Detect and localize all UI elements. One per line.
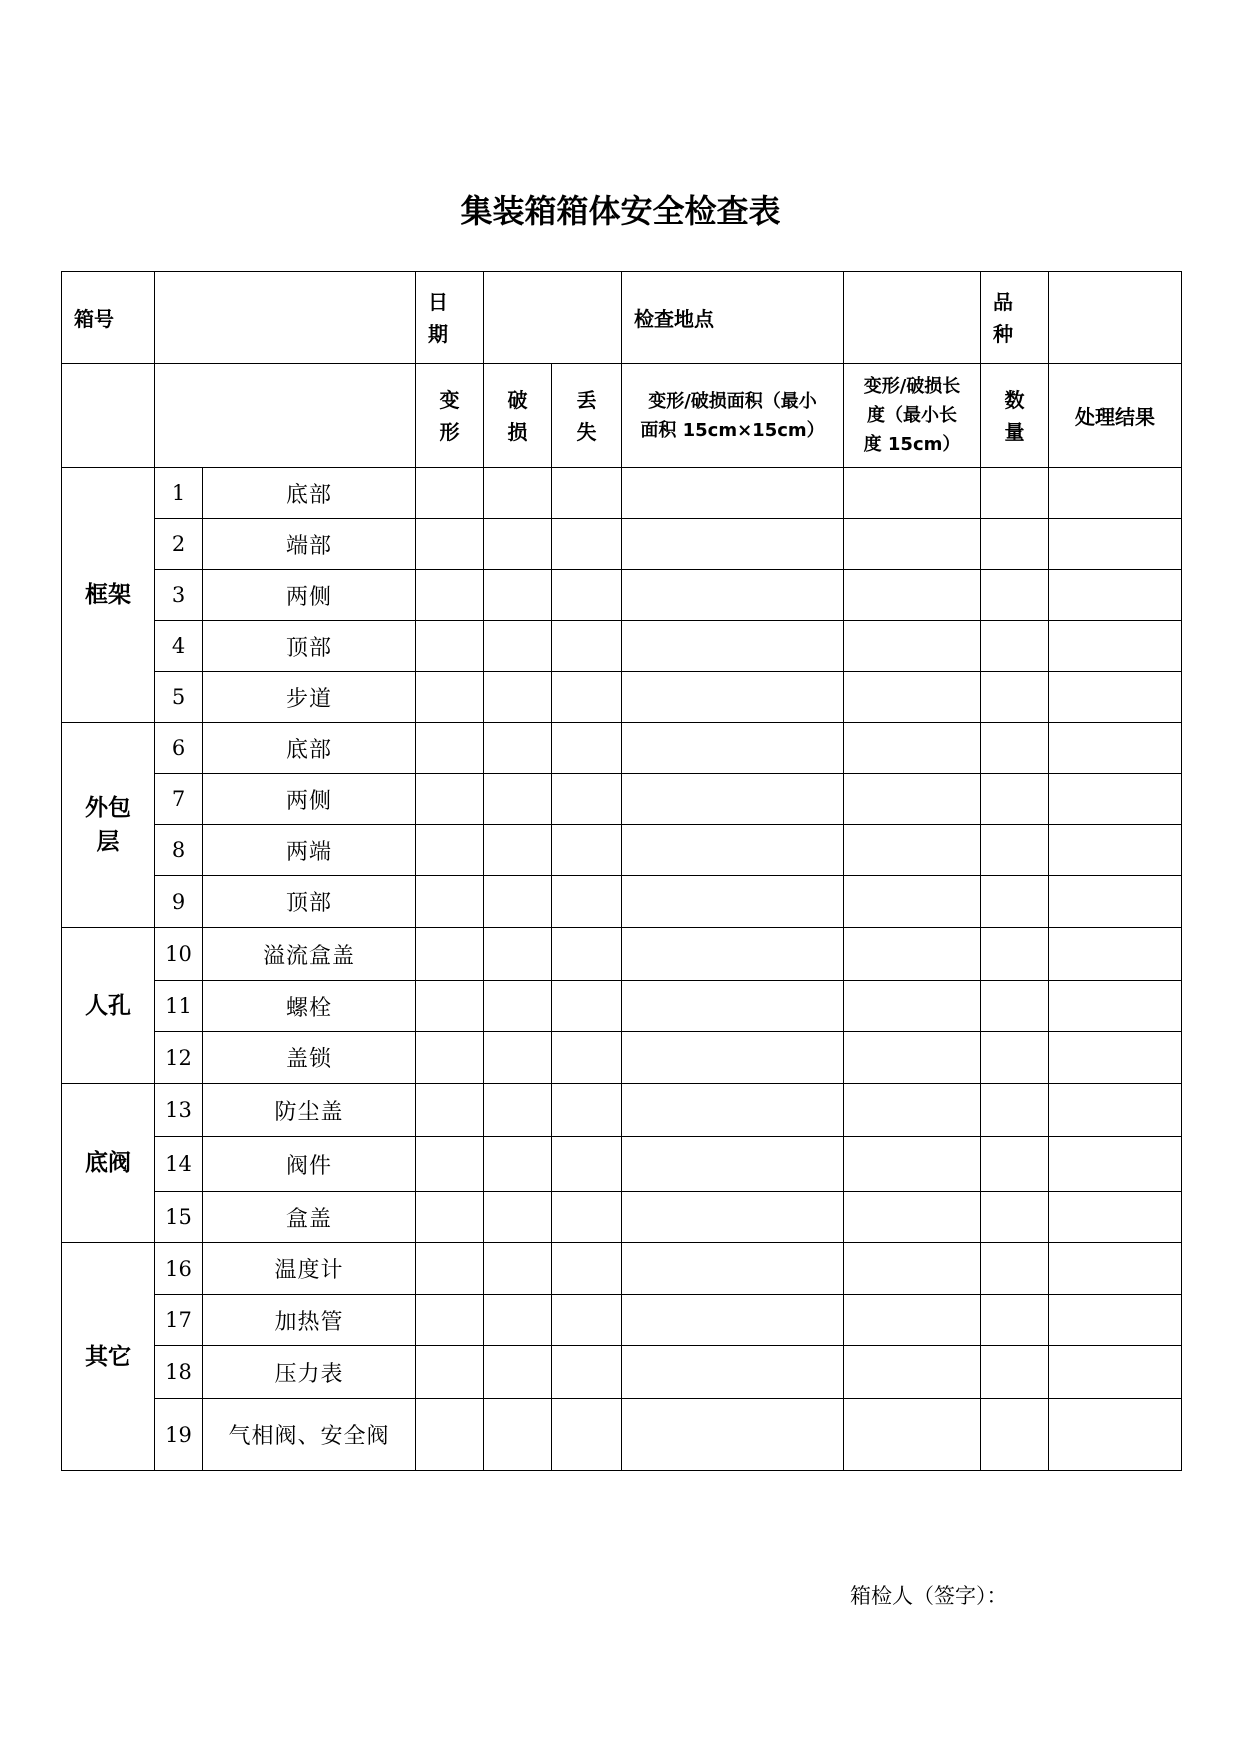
location-field[interactable] [844,272,981,364]
length-cell[interactable] [844,825,981,876]
result-cell[interactable] [1049,723,1182,774]
deform-cell[interactable] [416,519,484,570]
lost-cell[interactable] [552,519,622,570]
col-area-header: 变形/破损面积（最小 面积 15cm×15cm） [622,364,844,468]
damage-cell[interactable] [484,1032,552,1084]
area-cell[interactable] [622,723,844,774]
length-cell[interactable] [844,672,981,723]
lost-cell[interactable] [552,672,622,723]
deform-cell[interactable] [416,570,484,621]
row-number: 3 [155,570,203,621]
table-row [62,1346,1182,1399]
length-cell[interactable] [844,468,981,519]
deform-cell[interactable] [416,1192,484,1243]
length-cell[interactable] [844,723,981,774]
damage-cell[interactable] [484,1295,552,1346]
damage-cell[interactable] [484,570,552,621]
table-row [62,774,1182,825]
blank-header-cell [155,364,416,468]
result-cell[interactable] [1049,1192,1182,1243]
location-label: 检查地点 [622,272,844,364]
deform-cell[interactable] [416,1032,484,1084]
row-number: 12 [155,1032,203,1084]
check-item: 防尘盖 [203,1084,416,1137]
quantity-cell[interactable] [981,621,1049,672]
table-row [62,723,1182,774]
deform-cell[interactable] [416,723,484,774]
check-item: 加热管 [203,1295,416,1346]
result-cell[interactable] [1049,928,1182,981]
result-cell[interactable] [1049,1295,1182,1346]
length-cell[interactable] [844,519,981,570]
result-cell[interactable] [1049,1243,1182,1295]
result-cell[interactable] [1049,1084,1182,1137]
area-cell[interactable] [622,1399,844,1471]
table-row [62,1192,1182,1243]
damage-cell[interactable] [484,1084,552,1137]
length-cell[interactable] [844,1346,981,1399]
check-item: 两侧 [203,774,416,825]
quantity-cell[interactable] [981,1346,1049,1399]
quantity-cell[interactable] [981,1399,1049,1471]
check-item: 底部 [203,723,416,774]
damage-cell[interactable] [484,1137,552,1192]
box-number-label: 箱号 [62,272,155,364]
lost-cell[interactable] [552,981,622,1032]
deform-cell[interactable] [416,1137,484,1192]
damage-cell[interactable] [484,928,552,981]
row-number: 4 [155,621,203,672]
row-number: 7 [155,774,203,825]
lost-cell[interactable] [552,1243,622,1295]
length-cell[interactable] [844,1137,981,1192]
deform-cell[interactable] [416,1346,484,1399]
row-number: 18 [155,1346,203,1399]
result-cell[interactable] [1049,774,1182,825]
damage-cell[interactable] [484,468,552,519]
damage-cell[interactable] [484,876,552,928]
header-row [62,272,1182,364]
row-number: 6 [155,723,203,774]
result-cell[interactable] [1049,519,1182,570]
damage-cell[interactable] [484,1346,552,1399]
damage-cell[interactable] [484,621,552,672]
quantity-cell[interactable] [981,468,1049,519]
lost-cell[interactable] [552,1084,622,1137]
deform-cell[interactable] [416,1243,484,1295]
damage-cell[interactable] [484,981,552,1032]
damage-cell[interactable] [484,672,552,723]
table-row [62,876,1182,928]
area-cell[interactable] [622,1137,844,1192]
length-cell[interactable] [844,928,981,981]
length-cell[interactable] [844,570,981,621]
deform-cell[interactable] [416,981,484,1032]
blank-header-cell [62,364,155,468]
damage-cell[interactable] [484,1243,552,1295]
damage-cell[interactable] [484,825,552,876]
row-number: 9 [155,876,203,928]
check-item: 步道 [203,672,416,723]
lost-cell[interactable] [552,723,622,774]
check-item: 阀件 [203,1137,416,1192]
quantity-cell[interactable] [981,1084,1049,1137]
group-label: 框架 [62,468,155,723]
table-row [62,570,1182,621]
deform-cell[interactable] [416,1399,484,1471]
result-cell[interactable] [1049,981,1182,1032]
quantity-cell[interactable] [981,774,1049,825]
check-item: 螺栓 [203,981,416,1032]
area-cell[interactable] [622,981,844,1032]
result-cell[interactable] [1049,570,1182,621]
row-number: 13 [155,1084,203,1137]
row-number: 2 [155,519,203,570]
area-cell[interactable] [622,1084,844,1137]
length-cell[interactable] [844,1084,981,1137]
area-cell[interactable] [622,928,844,981]
table-row [62,1399,1182,1471]
area-cell[interactable] [622,468,844,519]
variety-label: 品 种 [981,272,1049,364]
table-row [62,1084,1182,1137]
area-cell[interactable] [622,1032,844,1084]
inspection-table [61,271,1182,1471]
row-number: 1 [155,468,203,519]
check-item: 两侧 [203,570,416,621]
lost-cell[interactable] [552,621,622,672]
lost-cell[interactable] [552,1399,622,1471]
lost-cell[interactable] [552,825,622,876]
length-cell[interactable] [844,1192,981,1243]
table-row [62,825,1182,876]
area-cell[interactable] [622,876,844,928]
area-cell[interactable] [622,1346,844,1399]
quantity-cell[interactable] [981,928,1049,981]
quantity-cell[interactable] [981,981,1049,1032]
lost-cell[interactable] [552,1295,622,1346]
col-deform-header: 变 形 [416,364,484,468]
row-number: 10 [155,928,203,981]
area-cell[interactable] [622,1192,844,1243]
deform-cell[interactable] [416,825,484,876]
table-row [62,1295,1182,1346]
length-cell[interactable] [844,981,981,1032]
lost-cell[interactable] [552,468,622,519]
group-label: 外包 层 [62,723,155,928]
quantity-cell[interactable] [981,519,1049,570]
table-row [62,981,1182,1032]
row-number: 16 [155,1243,203,1295]
length-cell[interactable] [844,774,981,825]
area-cell[interactable] [622,672,844,723]
lost-cell[interactable] [552,774,622,825]
quantity-cell[interactable] [981,672,1049,723]
table-row [62,621,1182,672]
damage-cell[interactable] [484,519,552,570]
result-cell[interactable] [1049,876,1182,928]
group-label: 底阀 [62,1084,155,1243]
check-item: 两端 [203,825,416,876]
length-cell[interactable] [844,1243,981,1295]
damage-cell[interactable] [484,723,552,774]
area-cell[interactable] [622,1243,844,1295]
deform-cell[interactable] [416,468,484,519]
check-item: 盒盖 [203,1192,416,1243]
deform-cell[interactable] [416,621,484,672]
length-cell[interactable] [844,621,981,672]
table-row [62,672,1182,723]
deform-cell[interactable] [416,672,484,723]
check-item: 温度计 [203,1243,416,1295]
row-number: 14 [155,1137,203,1192]
area-cell[interactable] [622,621,844,672]
area-cell[interactable] [622,774,844,825]
result-cell[interactable] [1049,1032,1182,1084]
area-cell[interactable] [622,519,844,570]
col-damage-header: 破 损 [484,364,552,468]
length-cell[interactable] [844,1295,981,1346]
col-lost-header: 丢 失 [552,364,622,468]
quantity-cell[interactable] [981,1192,1049,1243]
row-number: 5 [155,672,203,723]
quantity-cell[interactable] [981,723,1049,774]
row-number: 11 [155,981,203,1032]
variety-field[interactable] [1049,272,1182,364]
table-row [62,519,1182,570]
result-cell[interactable] [1049,1399,1182,1471]
quantity-cell[interactable] [981,1295,1049,1346]
box-number-field[interactable] [155,272,416,364]
deform-cell[interactable] [416,774,484,825]
length-cell[interactable] [844,876,981,928]
lost-cell[interactable] [552,570,622,621]
lost-cell[interactable] [552,876,622,928]
area-cell[interactable] [622,1295,844,1346]
group-label: 人孔 [62,928,155,1084]
quantity-cell[interactable] [981,876,1049,928]
group-label: 其它 [62,1243,155,1471]
check-item: 气相阀、安全阀 [203,1399,416,1471]
row-number: 19 [155,1399,203,1471]
col-result-header: 处理结果 [1049,364,1182,468]
deform-cell[interactable] [416,1295,484,1346]
check-item: 底部 [203,468,416,519]
result-cell[interactable] [1049,672,1182,723]
row-number: 8 [155,825,203,876]
deform-cell[interactable] [416,876,484,928]
area-cell[interactable] [622,570,844,621]
subheader-row [62,364,1182,468]
table-row [62,468,1182,519]
quantity-cell[interactable] [981,1243,1049,1295]
result-cell[interactable] [1049,468,1182,519]
deform-cell[interactable] [416,928,484,981]
result-cell[interactable] [1049,825,1182,876]
lost-cell[interactable] [552,1137,622,1192]
check-item: 压力表 [203,1346,416,1399]
table-row [62,928,1182,981]
length-cell[interactable] [844,1032,981,1084]
col-length-header: 变形/破损长 度（最小长 度 15cm） [844,364,981,468]
table-row [62,1137,1182,1192]
date-label: 日 期 [416,272,484,364]
row-number: 17 [155,1295,203,1346]
row-number: 15 [155,1192,203,1243]
quantity-cell[interactable] [981,1032,1049,1084]
lost-cell[interactable] [552,928,622,981]
deform-cell[interactable] [416,1084,484,1137]
page-title: 集装箱箱体安全检查表 [460,192,781,230]
lost-cell[interactable] [552,1192,622,1243]
area-cell[interactable] [622,825,844,876]
check-item: 盖锁 [203,1032,416,1084]
lost-cell[interactable] [552,1032,622,1084]
result-cell[interactable] [1049,1346,1182,1399]
check-item: 顶部 [203,621,416,672]
table-row [62,1243,1182,1295]
result-cell[interactable] [1049,621,1182,672]
damage-cell[interactable] [484,1399,552,1471]
col-quantity-header: 数 量 [981,364,1049,468]
table-row [62,1032,1182,1084]
quantity-cell[interactable] [981,1137,1049,1192]
date-field[interactable] [484,272,622,364]
check-item: 端部 [203,519,416,570]
quantity-cell[interactable] [981,570,1049,621]
quantity-cell[interactable] [981,825,1049,876]
inspector-signature-label: 箱检人（签字）： [850,1584,1008,1608]
length-cell[interactable] [844,1399,981,1471]
damage-cell[interactable] [484,1192,552,1243]
check-item: 顶部 [203,876,416,928]
check-item: 溢流盒盖 [203,928,416,981]
damage-cell[interactable] [484,774,552,825]
lost-cell[interactable] [552,1346,622,1399]
result-cell[interactable] [1049,1137,1182,1192]
